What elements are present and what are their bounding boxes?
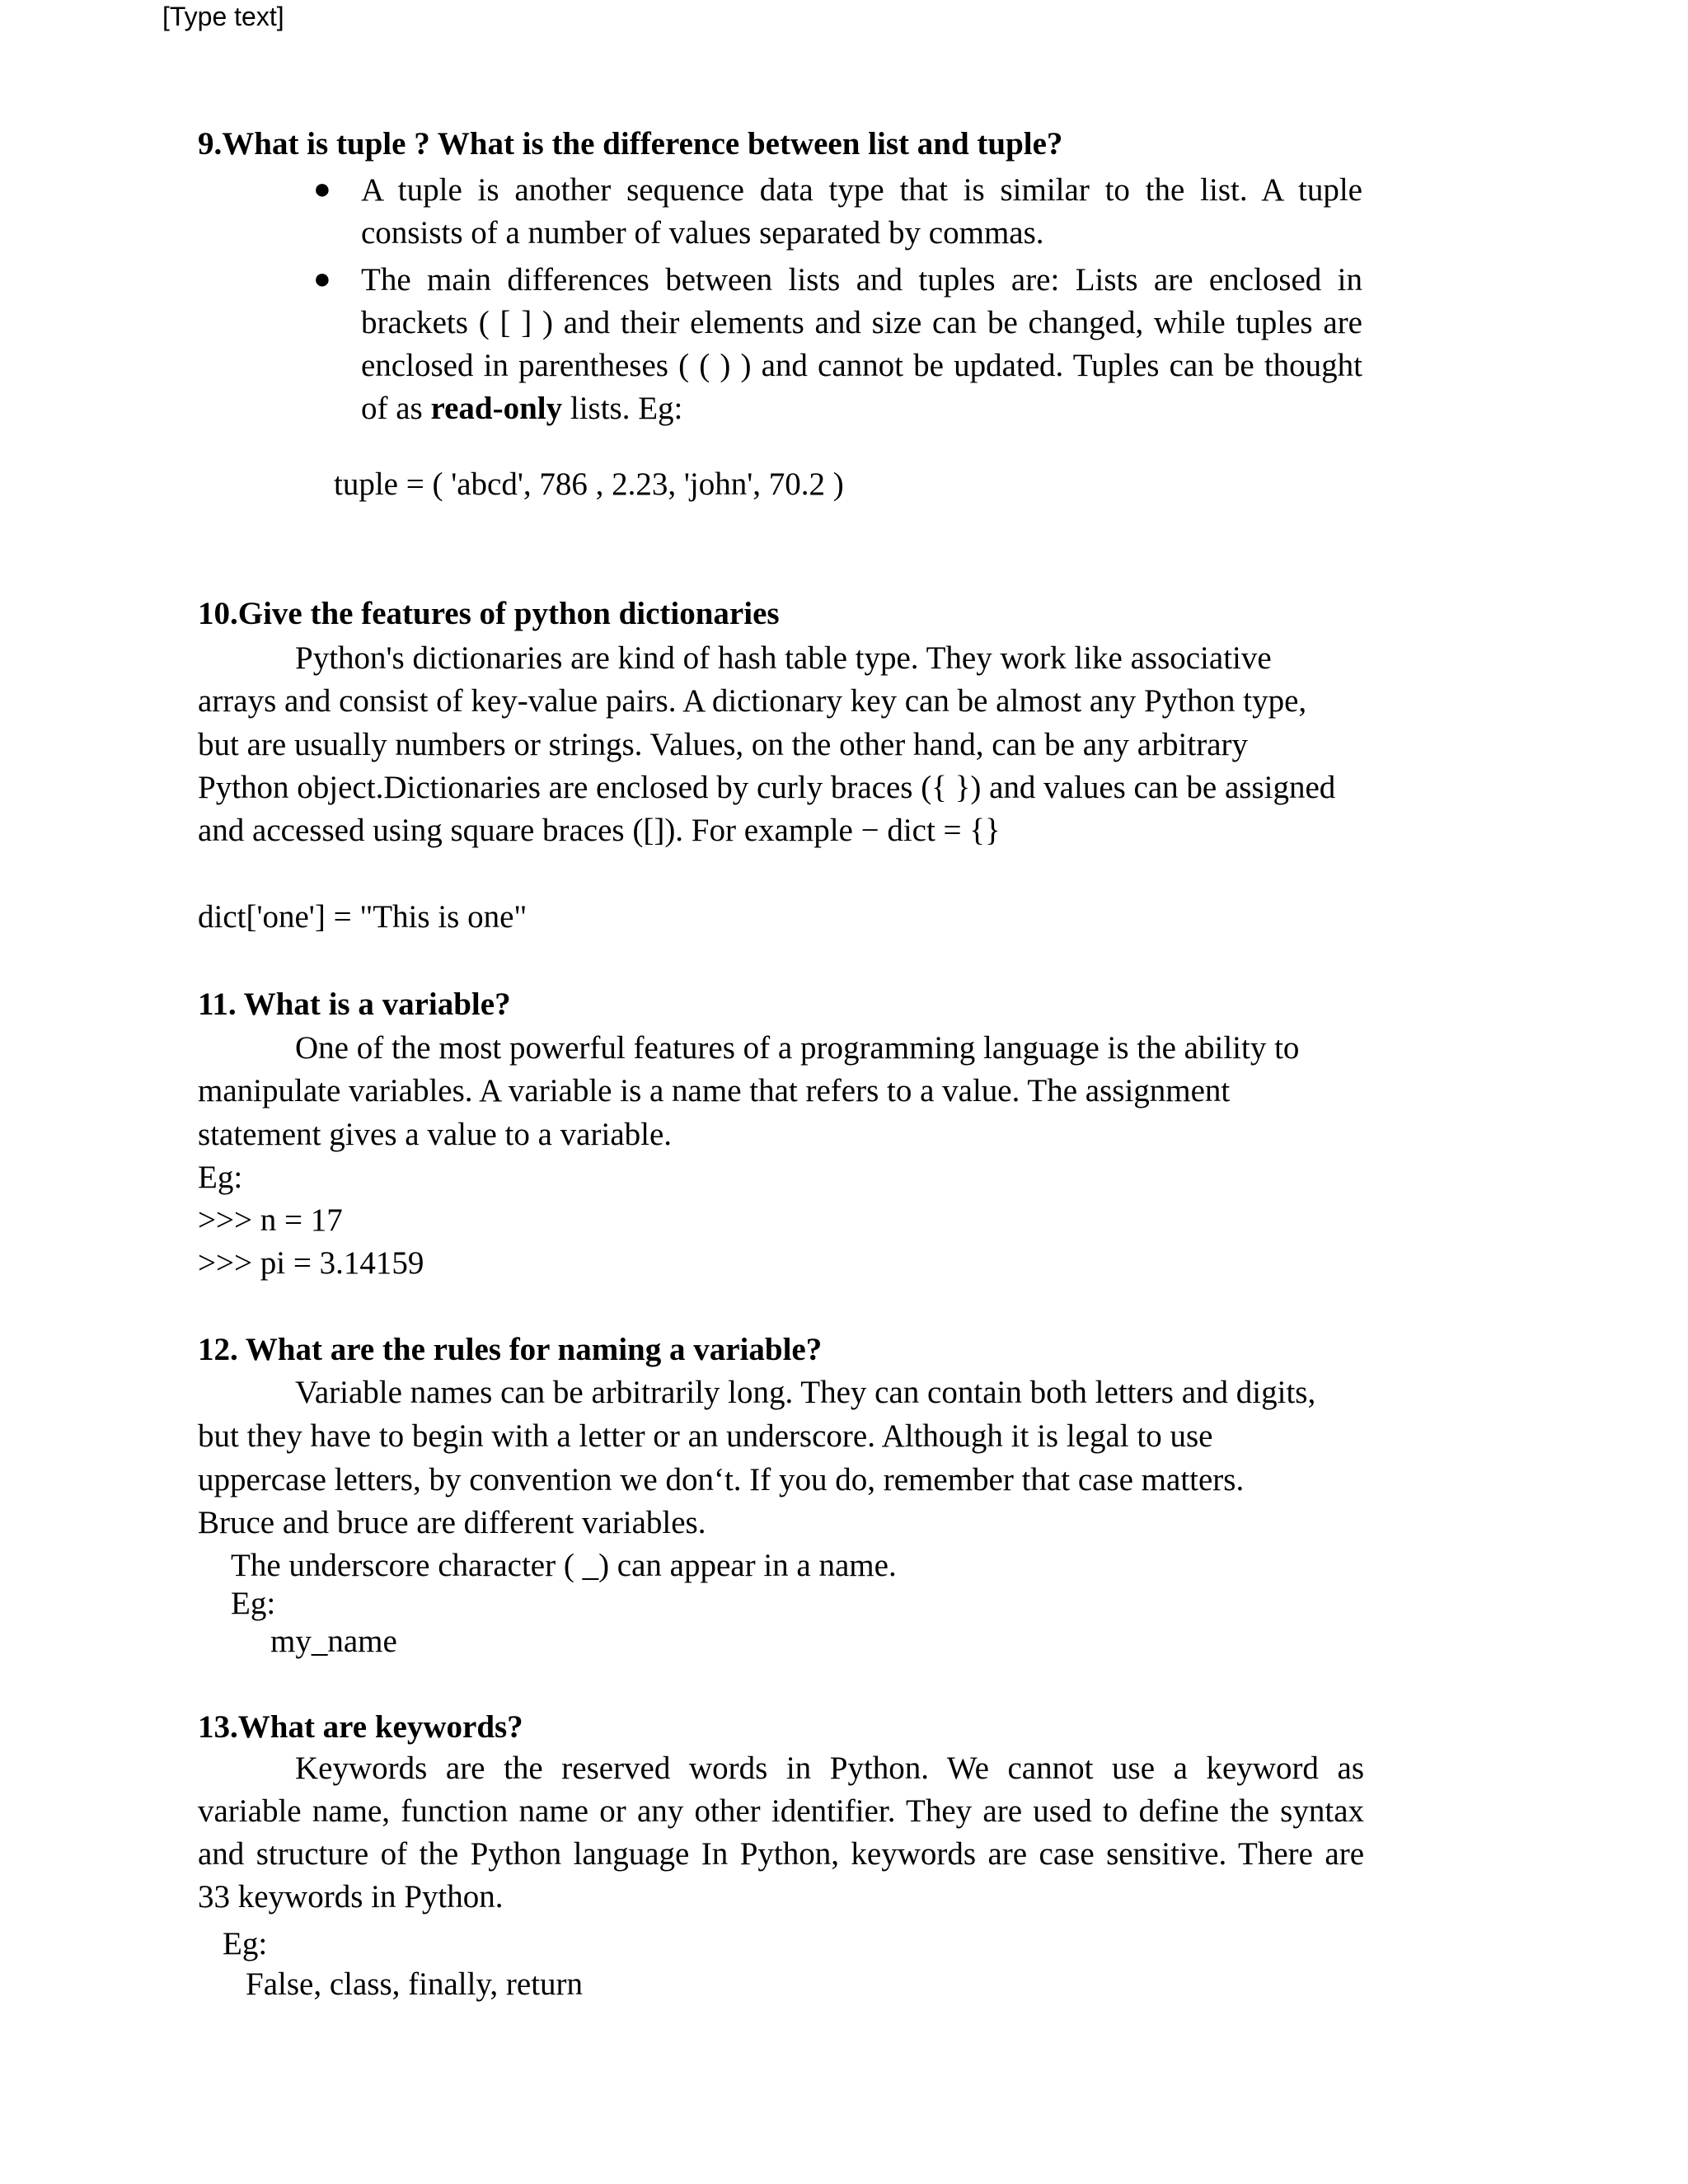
q9-bullet2-line4-pre: of as	[361, 391, 431, 426]
q9-tuple-example: tuple = ( 'abcd', 786 , 2.23, 'john', 70.2 )	[334, 466, 844, 502]
q13-eg: Eg:	[223, 1926, 268, 1961]
q9-bullet1-line1: A tuple is another sequence data type that is similar to the list. A tuple	[361, 172, 1362, 208]
q9-bullet1-line2: consists of a number of values separated by commas.	[361, 215, 1044, 251]
q9-bullet2-line4	[361, 390, 682, 427]
q13-heading: 13.What are keywords?	[198, 1709, 523, 1745]
q12-eg: Eg:	[231, 1586, 276, 1621]
q9-bullet2-line3: enclosed in parentheses ( ( ) ) and cannot be updated. Tuples can be thought	[361, 348, 1362, 383]
q11-heading: 11. What is a variable?	[198, 987, 511, 1022]
q13-line: 33 keywords in Python.	[198, 1879, 504, 1915]
q13-line: Keywords are the reserved words in Python. We cannot use a keyword as	[295, 1750, 1364, 1786]
q10-dict-example: dict['one'] = "This is one"	[198, 899, 528, 935]
q12-underscore-note: The underscore character ( _) can appear in a name.	[231, 1548, 897, 1583]
q11-eg: Eg:	[198, 1160, 243, 1195]
q13-line: and structure of the Python language In Python, keywords are case sensitive. There are	[198, 1836, 1364, 1872]
q9-read-only-bold: read-only	[430, 391, 563, 426]
q12-example: my_name	[270, 1624, 397, 1659]
q10-line: arrays and consist of key-value pairs. A dictionary key can be almost any Python type,	[198, 683, 1307, 719]
q10-line: and accessed using square braces ([]). For example − dict = {}	[198, 813, 1001, 848]
bullet-icon: ●	[313, 262, 331, 295]
q12-line: Variable names can be arbitrarily long. They can contain both letters and digits,	[295, 1375, 1316, 1410]
q11-code-line: >>> pi = 3.14159	[198, 1245, 424, 1281]
page-header: [Type text]	[162, 2, 284, 31]
q13-line: variable name, function name or any other identifier. They are used to define the syntax	[198, 1793, 1364, 1829]
q12-line: uppercase letters, by convention we don‘t. If you do, remember that case matters.	[198, 1462, 1245, 1497]
q9-bullet2-line1: The main differences between lists and tuples are: Lists are enclosed in	[361, 262, 1362, 298]
q11-code-line: >>> n = 17	[198, 1202, 343, 1238]
q11-line: statement gives a value to a variable.	[198, 1117, 673, 1152]
q10-line: Python object.Dictionaries are enclosed by curly braces ({ }) and values can be assigned	[198, 770, 1336, 805]
q9-heading: 9.What is tuple ? What is the difference between list and tuple?	[198, 126, 1063, 162]
q13-example: False, class, finally, return	[246, 1966, 584, 2002]
q10-line: but are usually numbers or strings. Values, on the other hand, can be any arbitrary	[198, 727, 1249, 762]
q10-heading: 10.Give the features of python dictionaries	[198, 596, 780, 631]
q12-line: but they have to begin with a letter or an underscore. Although it is legal to use	[198, 1418, 1213, 1454]
q9-bullet2-line4-post: lists. Eg:	[562, 391, 683, 426]
q11-line: manipulate variables. A variable is a name that refers to a value. The assignment	[198, 1073, 1231, 1108]
q12-heading: 12. What are the rules for naming a variable?	[198, 1332, 823, 1367]
q11-line: One of the most powerful features of a programming language is the ability to	[295, 1030, 1300, 1066]
bullet-icon: ●	[313, 172, 331, 205]
q12-line: Bruce and bruce are different variables.	[198, 1505, 706, 1540]
q10-line: Python's dictionaries are kind of hash table type. They work like associative	[295, 640, 1272, 676]
q9-bullet2-line2: brackets ( [ ] ) and their elements and size can be changed, while tuples are	[361, 305, 1362, 340]
